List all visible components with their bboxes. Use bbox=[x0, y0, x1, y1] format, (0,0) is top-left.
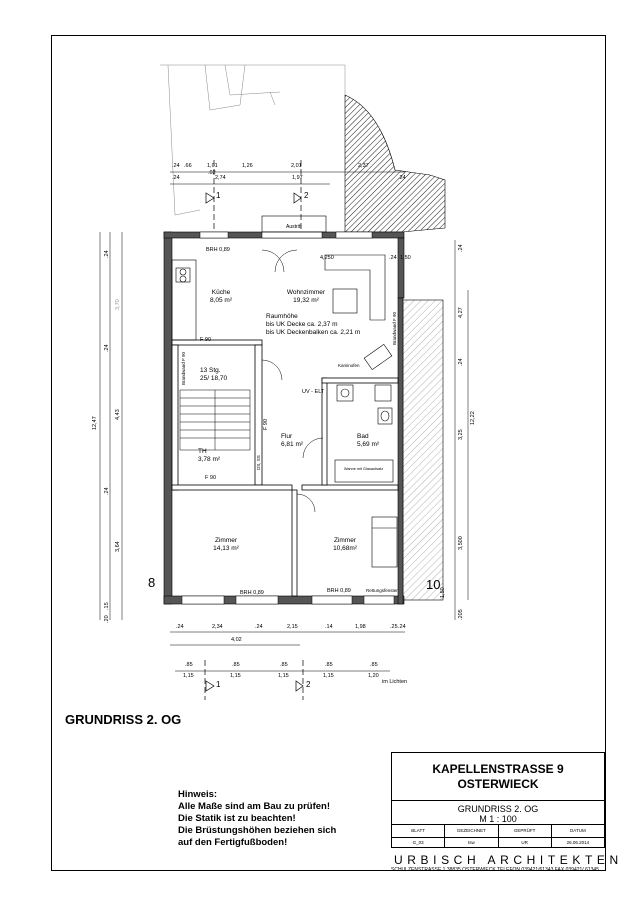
notes-line: Die Statik ist zu beachten! bbox=[178, 813, 296, 824]
axis-number-8: 8 bbox=[148, 575, 156, 590]
dim-top-6: 2,37 bbox=[358, 163, 369, 169]
bathtub-label: Wanne mit Glasaufsatz bbox=[344, 467, 384, 471]
section-mark-1-bottom: 1 bbox=[216, 680, 221, 689]
room-label-zimmer-2 bbox=[333, 537, 357, 553]
dim-bottom-3: .24 bbox=[255, 624, 263, 630]
room-name: Zimmer bbox=[214, 537, 238, 544]
dim-right-3: .24 bbox=[458, 358, 464, 366]
dim-left-4: 4,43 bbox=[115, 409, 121, 420]
dim-top-4: 1,26 bbox=[242, 163, 253, 169]
brandwand-label-1: Brandwand F 90 bbox=[181, 351, 186, 385]
dim-right-2: 4,27 bbox=[458, 307, 464, 318]
header-geprueft: GEPRÜFT bbox=[499, 825, 552, 837]
plan-scale: M 1 : 100 bbox=[479, 814, 517, 824]
notes-block bbox=[178, 789, 336, 849]
dim-win-6: 1,15 bbox=[278, 673, 289, 679]
stairs bbox=[180, 390, 250, 450]
room-height-ceiling: bis UK Decke ca. 2,37 m bbox=[266, 321, 338, 328]
header-gezeichnet: GEZEICHNET bbox=[445, 825, 498, 837]
dim-top-2: .66 bbox=[184, 163, 192, 169]
room-name: Wohnzimmer bbox=[286, 289, 326, 296]
dim-win-9: .85 bbox=[370, 662, 378, 668]
project-town: OSTERWIECK bbox=[457, 777, 539, 791]
firm-name: URBISCH ARCHITEKTEN bbox=[394, 853, 623, 867]
dim-top-10: 1,97 bbox=[292, 175, 303, 181]
dim-right-7: .205 bbox=[458, 609, 464, 620]
firm-address: SCHULZENSTRASSE 1 38835 OSTERWIECK TELEFON 039421/61343 FAX 039421/ 61345 bbox=[391, 867, 599, 873]
room-label-flur bbox=[281, 433, 303, 449]
exterior-walls bbox=[164, 232, 404, 604]
stair-steps: 13 Stg. bbox=[200, 367, 221, 374]
dim-top-3: 1,01 bbox=[207, 163, 218, 169]
title-block bbox=[391, 752, 605, 848]
dim-bottom-total: 4,02 bbox=[231, 637, 242, 643]
brh-label-bottom-2: BRH 0,89 bbox=[327, 588, 351, 594]
plan-name: GRUNDRISS 2. OG bbox=[457, 804, 539, 814]
room-area: 19,32 m² bbox=[293, 297, 319, 304]
dim-bottom-1: .24 bbox=[176, 624, 184, 630]
header-blatt: BLATT bbox=[392, 825, 445, 837]
dim-win-10: 1,20 bbox=[368, 673, 379, 679]
dim-bottom-5: .14 bbox=[325, 624, 333, 630]
plan-title: GRUNDRISS 2. OG bbox=[65, 712, 182, 727]
dim-bottom-8: .24 bbox=[398, 624, 406, 630]
dim-win-7: .85 bbox=[325, 662, 333, 668]
roof-outline bbox=[160, 65, 345, 215]
dim-top-1: .24 bbox=[172, 163, 180, 169]
room-name: Küche bbox=[211, 289, 231, 296]
room-name: TH bbox=[198, 448, 207, 455]
room-height-note bbox=[266, 313, 360, 337]
f90-label-c: F 90 bbox=[263, 418, 269, 430]
section-mark-1-top: 1 bbox=[216, 191, 221, 200]
brandwand-label-2: Brandwand F 90 bbox=[392, 311, 397, 345]
value-gezeichnet: tsw bbox=[445, 837, 498, 848]
dim-right-total: 12,22 bbox=[470, 411, 476, 425]
title-block-values bbox=[392, 837, 604, 848]
uv-label: UV - ELT bbox=[302, 389, 325, 395]
room-label-zimmer-1 bbox=[213, 537, 239, 553]
dim-right-1: .24 bbox=[458, 244, 464, 252]
dim-left-5: .24 bbox=[104, 487, 110, 495]
dim-win-5: .85 bbox=[280, 662, 288, 668]
dim-left-3: .24 bbox=[104, 344, 110, 352]
stair-ratio: 25/ 18,70 bbox=[200, 375, 228, 382]
dim-top-8: .02 bbox=[208, 170, 216, 176]
notes-heading: Hinweis: bbox=[178, 789, 218, 800]
dim-misc-3: 1,50 bbox=[400, 255, 411, 261]
plan-info bbox=[392, 801, 604, 825]
kitchen-counter bbox=[172, 260, 196, 340]
dim-top-7: .24 bbox=[172, 175, 180, 181]
dim-right-5: 3,500 bbox=[458, 536, 464, 550]
dim-bottom-6: 1,98 bbox=[355, 624, 366, 630]
value-datum: 26.06.2014 bbox=[566, 840, 590, 845]
dim-top-5: 2,01 bbox=[291, 163, 302, 169]
dim-right-4: 3,25 bbox=[458, 429, 464, 440]
room-label-th bbox=[198, 448, 220, 464]
room-name: Zimmer bbox=[333, 537, 357, 544]
dim-left-2: 3,70 bbox=[115, 299, 121, 310]
room-height-label: Raumhöhe bbox=[266, 313, 298, 320]
f90-label-b: F 90 bbox=[205, 475, 217, 481]
dim-win-1: .85 bbox=[185, 662, 193, 668]
dim-left-total: 12,47 bbox=[92, 416, 98, 430]
austritt-label: Austritt bbox=[286, 224, 302, 230]
dim-left-1: .24 bbox=[104, 250, 110, 258]
axis-number-10: 10 bbox=[426, 577, 441, 592]
f90-label-a: F 90 bbox=[200, 337, 212, 343]
value-blatt: G_03 bbox=[392, 837, 445, 848]
dim-bottom-2: 2,34 bbox=[212, 624, 223, 630]
notes-line: auf den Fertigfußboden! bbox=[178, 837, 288, 848]
dim-right-6: 1,50 bbox=[440, 587, 446, 598]
stair-label bbox=[200, 367, 227, 383]
room-height-beam: bis UK Deckenbalken ca. 2,21 m bbox=[266, 329, 361, 336]
room-area: 14,13 m² bbox=[213, 545, 239, 552]
dim-top-11: .24 bbox=[398, 175, 406, 181]
room-area: 3,78 m² bbox=[198, 456, 221, 463]
dim-misc-1: 4,250 bbox=[320, 255, 334, 261]
dim-left-8: .20 bbox=[104, 615, 110, 623]
dim-win-4: 1,15 bbox=[230, 673, 241, 679]
dim-win-8: 1,15 bbox=[323, 673, 334, 679]
header-datum: DATUM bbox=[570, 828, 586, 833]
room-area: 5,69 m² bbox=[357, 441, 380, 448]
room-area: 10,68m² bbox=[333, 545, 357, 552]
section-mark-2-top: 2 bbox=[304, 191, 309, 200]
brh-label-bottom-1: BRH 0,89 bbox=[240, 590, 264, 596]
section-mark-2-bottom: 2 bbox=[306, 680, 311, 689]
project-address bbox=[392, 753, 604, 801]
terrace-strip bbox=[403, 300, 443, 600]
dim-misc-2: .24 bbox=[389, 255, 397, 261]
dim-bottom-7: .25 bbox=[390, 624, 398, 630]
room-label-wohnzimmer bbox=[287, 289, 325, 305]
room-label-bad bbox=[357, 433, 379, 449]
room-label-kueche bbox=[210, 289, 232, 305]
room-name: Bad bbox=[357, 433, 369, 440]
room-area: 6,81 m² bbox=[281, 441, 304, 448]
dim-bottom-4: 2,15 bbox=[287, 624, 298, 630]
value-geprueft: UR bbox=[499, 837, 552, 848]
room-area: 8,05 m² bbox=[209, 297, 233, 304]
project-street: KAPELLENSTRASSE 9 bbox=[432, 762, 564, 776]
rescue-window-label: Rettungsfenster bbox=[366, 588, 398, 593]
dim-top-9: 2,74 bbox=[215, 175, 226, 181]
dim-left-7: .15 bbox=[104, 602, 110, 610]
bed bbox=[372, 517, 397, 567]
room-name: Flur bbox=[281, 433, 293, 440]
lichten-label: im Lichten bbox=[382, 679, 408, 685]
brh-label: BRH 0,89 bbox=[206, 247, 230, 253]
dim-left-6: 3,64 bbox=[115, 541, 121, 552]
dim-win-3: .85 bbox=[232, 662, 240, 668]
dim-win-2: 1,15 bbox=[183, 673, 194, 679]
notes-line: Alle Maße sind am Bau zu prüfen! bbox=[178, 801, 331, 812]
notes-line: Die Brüstungshöhen beziehen sich bbox=[178, 825, 337, 836]
kamin-label: Kaminofen bbox=[338, 363, 360, 368]
ds-label: DS, SS bbox=[256, 455, 261, 470]
